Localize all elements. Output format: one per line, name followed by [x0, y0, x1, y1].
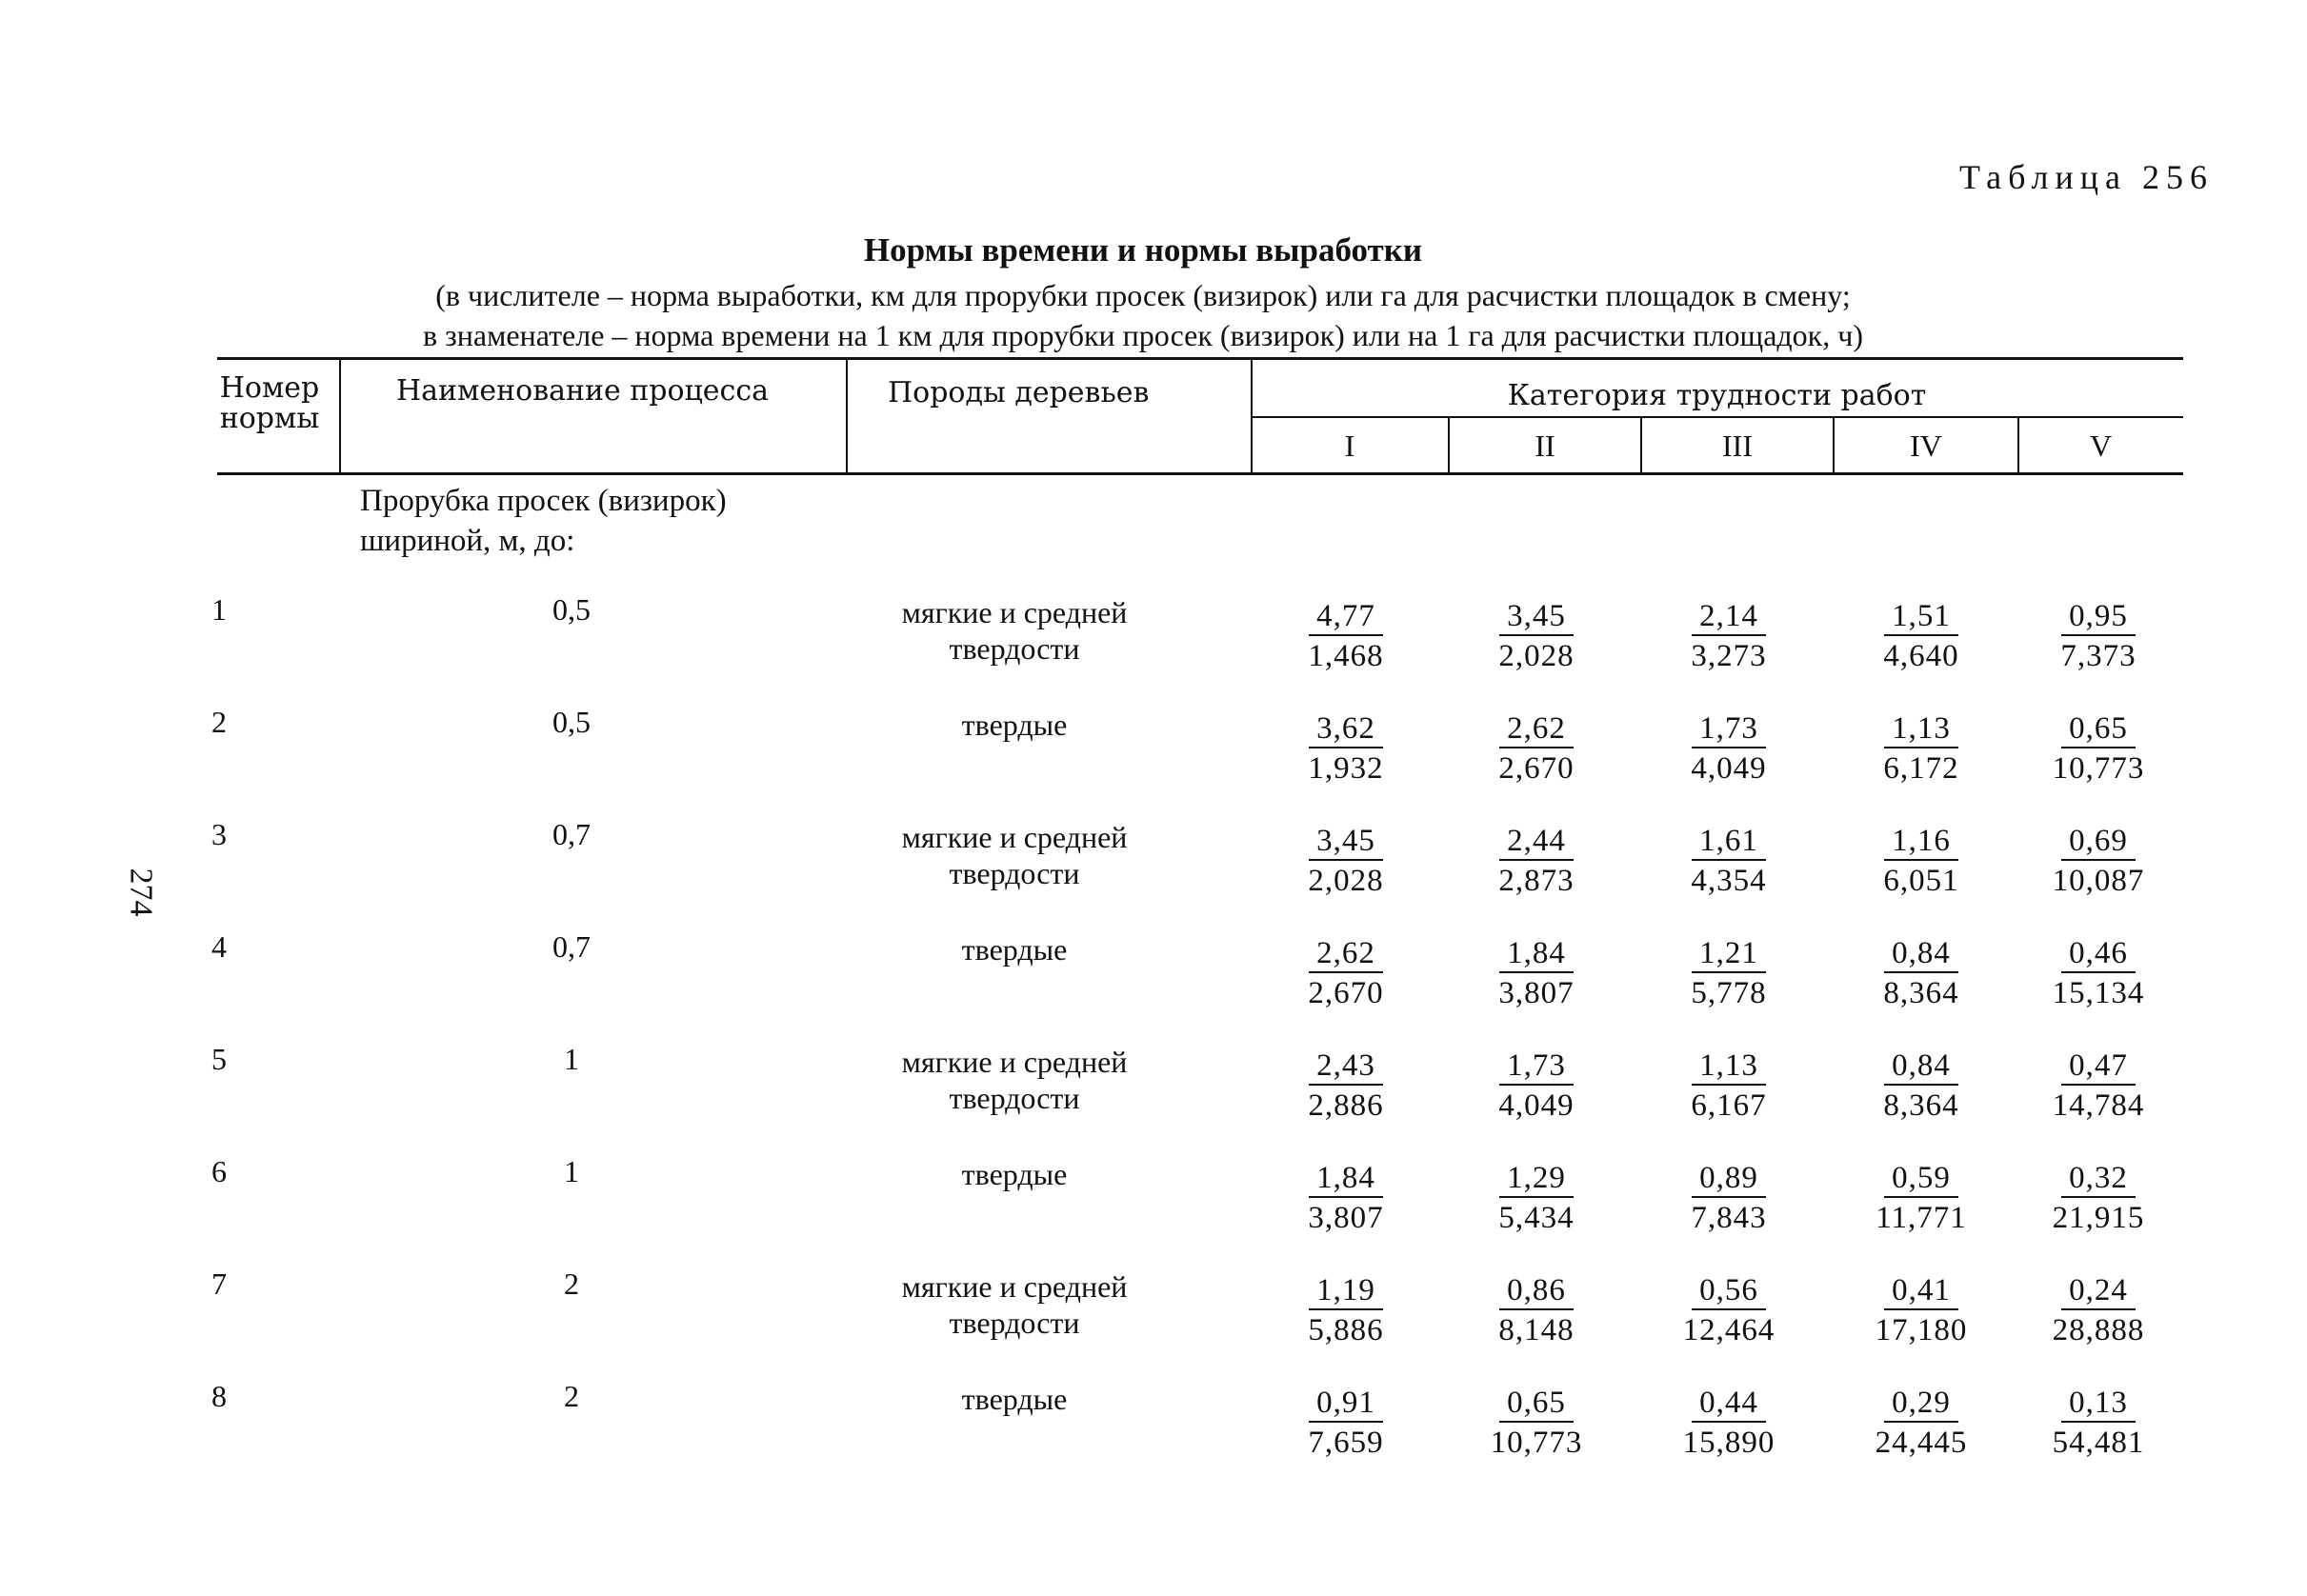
norm-fraction [1274, 598, 1417, 676]
norm-fraction [1657, 1385, 1800, 1463]
table-row [0, 590, 2307, 701]
time-norm: 28,888 [2052, 1313, 2145, 1347]
clearing-width: 0,5 [552, 592, 591, 627]
output-norm: 2,43 [1309, 1047, 1383, 1086]
title-line-1: (в числителе – норма выработки, км для прорубки просек (визирок) или га для расчистки площадок в смену; [435, 278, 1851, 312]
category-IV: IV [1910, 429, 1942, 463]
time-norm: 8,364 [1883, 1088, 1959, 1123]
output-norm: 3,62 [1309, 710, 1383, 748]
category-rule [1251, 416, 2183, 418]
header-category: Категория трудности работ [1507, 379, 1927, 412]
table-row [0, 703, 2307, 813]
norm-fraction [2027, 1272, 2170, 1350]
time-norm: 8,364 [1883, 976, 1959, 1010]
norm-number: 3 [211, 817, 227, 851]
output-norm: 0,69 [2061, 823, 2136, 861]
norm-number: 1 [211, 592, 227, 627]
time-norm: 10,773 [2052, 751, 2145, 786]
table-title [219, 231, 2067, 355]
time-norm: 6,051 [1883, 864, 1959, 898]
output-norm: 0,44 [1692, 1385, 1766, 1423]
time-norm: 24,445 [1875, 1426, 1968, 1460]
norm-number: 5 [211, 1042, 227, 1076]
title-line-2: в знаменателе – норма времени на 1 км для прорубки просек (визирок) или на 1 га для расчистки площадок, ч) [423, 318, 1863, 352]
time-norm: 14,784 [2052, 1088, 2145, 1123]
norm-fraction [1657, 1047, 1800, 1126]
norm-fraction [1465, 1160, 1608, 1238]
norm-fraction [1657, 823, 1800, 901]
norm-fraction [1657, 710, 1800, 788]
norm-fraction [2027, 935, 2170, 1013]
time-norm: 4,354 [1691, 864, 1767, 898]
time-norm: 5,886 [1308, 1313, 1384, 1347]
output-norm: 0,95 [2061, 598, 2136, 636]
norm-fraction [1465, 1272, 1608, 1350]
table-row [0, 1377, 2307, 1487]
output-norm: 1,84 [1499, 935, 1574, 973]
norm-fraction [1850, 598, 1993, 676]
norm-fraction [1465, 1047, 1608, 1126]
norm-fraction [1850, 1160, 1993, 1238]
norm-fraction [1850, 710, 1993, 788]
time-norm: 12,464 [1682, 1313, 1775, 1347]
output-norm: 0,41 [1884, 1272, 1958, 1310]
output-norm: 1,73 [1692, 710, 1766, 748]
norm-fraction [1465, 1385, 1608, 1463]
category-I: I [1344, 429, 1355, 463]
time-norm: 3,807 [1498, 976, 1575, 1010]
norm-fraction [1274, 823, 1417, 901]
clearing-width: 2 [564, 1379, 579, 1413]
time-norm: 3,807 [1308, 1201, 1384, 1235]
clearing-width: 0,7 [552, 817, 591, 851]
output-norm: 1,51 [1884, 598, 1958, 636]
output-norm: 0,59 [1884, 1160, 1958, 1198]
time-norm: 10,773 [1490, 1426, 1583, 1460]
norm-fraction [1274, 1385, 1417, 1463]
output-norm: 1,13 [1692, 1047, 1766, 1086]
norm-fraction [1274, 935, 1417, 1013]
time-norm: 4,049 [1498, 1088, 1575, 1123]
output-norm: 0,84 [1884, 1047, 1958, 1086]
time-norm: 7,373 [2060, 639, 2136, 673]
norm-fraction [2027, 1047, 2170, 1126]
output-norm: 0,13 [2061, 1385, 2136, 1423]
tree-species: твердые [961, 1157, 1068, 1191]
clearing-width: 2 [564, 1267, 579, 1301]
title-main: Нормы времени и нормы выработки [863, 231, 1423, 269]
output-norm: 0,65 [2061, 710, 2136, 748]
time-norm: 2,873 [1498, 864, 1575, 898]
output-norm: 1,29 [1499, 1160, 1574, 1198]
output-norm: 0,65 [1499, 1385, 1574, 1423]
norm-fraction [1657, 1160, 1800, 1238]
category-III: III [1722, 429, 1753, 463]
norm-fraction [1657, 1272, 1800, 1350]
time-norm: 3,273 [1691, 639, 1767, 673]
norm-fraction [1465, 935, 1608, 1013]
tree-species: твердые [961, 932, 1068, 967]
norm-fraction [2027, 598, 2170, 676]
time-norm: 4,640 [1883, 639, 1959, 673]
time-norm: 5,778 [1691, 976, 1767, 1010]
norm-fraction [1657, 598, 1800, 676]
output-norm: 0,91 [1309, 1385, 1383, 1423]
tree-species: мягкие и средней твердости [901, 595, 1128, 666]
norm-fraction [1850, 1385, 1993, 1463]
tree-species: мягкие и средней твердости [901, 1045, 1128, 1115]
output-norm: 2,44 [1499, 823, 1574, 861]
time-norm: 4,049 [1691, 751, 1767, 786]
col-divider-1 [339, 357, 341, 474]
tree-species: твердые [961, 708, 1068, 742]
time-norm: 11,771 [1876, 1201, 1967, 1235]
time-norm: 2,670 [1308, 976, 1384, 1010]
time-norm: 1,932 [1308, 751, 1384, 786]
output-norm: 1,19 [1309, 1272, 1383, 1310]
output-norm: 1,13 [1884, 710, 1958, 748]
output-norm: 0,47 [2061, 1047, 2136, 1086]
table-top-rule [217, 357, 2183, 360]
table-label: Таблица 256 [1959, 158, 2214, 196]
norm-fraction [1850, 1272, 1993, 1350]
time-norm: 8,148 [1498, 1313, 1575, 1347]
time-norm: 2,886 [1308, 1088, 1384, 1123]
table-row [0, 815, 2307, 926]
norm-number: 8 [211, 1379, 227, 1413]
table-row [0, 1265, 2307, 1375]
norm-fraction [1465, 598, 1608, 676]
norm-fraction [1274, 1272, 1417, 1350]
clearing-width: 0,7 [552, 929, 591, 964]
norm-fraction [1657, 935, 1800, 1013]
norm-fraction [1850, 935, 1993, 1013]
time-norm: 10,087 [2052, 864, 2145, 898]
table-row [0, 1040, 2307, 1150]
tree-species: мягкие и средней твердости [901, 1269, 1128, 1340]
output-norm: 1,61 [1692, 823, 1766, 861]
clearing-width: 0,5 [552, 705, 591, 739]
norm-fraction [1850, 1047, 1993, 1126]
norm-fraction [1465, 710, 1608, 788]
time-norm: 7,659 [1308, 1426, 1384, 1460]
norm-fraction [2027, 710, 2170, 788]
time-norm: 2,028 [1308, 864, 1384, 898]
time-norm: 6,167 [1691, 1088, 1767, 1123]
norm-fraction [2027, 823, 2170, 901]
col-divider-2 [846, 357, 848, 474]
output-norm: 0,46 [2061, 935, 2136, 973]
time-norm: 15,890 [1682, 1426, 1775, 1460]
time-norm: 1,468 [1308, 639, 1384, 673]
time-norm: 5,434 [1498, 1201, 1575, 1235]
norm-fraction [2027, 1160, 2170, 1238]
output-norm: 1,84 [1309, 1160, 1383, 1198]
output-norm: 2,14 [1692, 598, 1766, 636]
time-norm: 17,180 [1875, 1313, 1968, 1347]
time-norm: 15,134 [2052, 976, 2145, 1010]
category-II: II [1535, 429, 1555, 463]
time-norm: 21,915 [2052, 1201, 2145, 1235]
norm-fraction [1274, 1160, 1417, 1238]
time-norm: 7,843 [1691, 1201, 1767, 1235]
category-V: V [2089, 429, 2113, 463]
time-norm: 54,481 [2052, 1426, 2145, 1460]
header-bottom-rule [217, 472, 2183, 475]
norm-number: 2 [211, 705, 227, 739]
norm-fraction [2027, 1385, 2170, 1463]
output-norm: 3,45 [1309, 823, 1383, 861]
time-norm: 2,670 [1498, 751, 1575, 786]
table-row [0, 1152, 2307, 1263]
time-norm: 2,028 [1498, 639, 1575, 673]
page-number: 274 [123, 868, 159, 917]
output-norm: 0,29 [1884, 1385, 1958, 1423]
norm-number: 4 [211, 929, 227, 964]
output-norm: 0,32 [2061, 1160, 2136, 1198]
output-norm: 4,77 [1309, 598, 1383, 636]
output-norm: 2,62 [1309, 935, 1383, 973]
header-species: Породы деревьев [888, 376, 1150, 409]
norm-fraction [1274, 710, 1417, 788]
tree-species: мягкие и средней твердости [901, 820, 1128, 890]
norm-number: 6 [211, 1154, 227, 1188]
norm-fraction [1850, 823, 1993, 901]
output-norm: 2,62 [1499, 710, 1574, 748]
output-norm: 1,16 [1884, 823, 1958, 861]
output-norm: 1,21 [1692, 935, 1766, 973]
process-subheading: Прорубка просек (визирок) шириной, м, до: [360, 484, 727, 558]
output-norm: 0,89 [1692, 1160, 1766, 1198]
tree-species: твердые [961, 1382, 1068, 1416]
table-row [0, 928, 2307, 1038]
header-norm-number: Номер нормы [219, 371, 320, 435]
norm-number: 7 [211, 1267, 227, 1301]
clearing-width: 1 [564, 1042, 579, 1076]
norm-fraction [1465, 823, 1608, 901]
output-norm: 0,24 [2061, 1272, 2136, 1310]
clearing-width: 1 [564, 1154, 579, 1188]
norm-fraction [1274, 1047, 1417, 1126]
output-norm: 1,73 [1499, 1047, 1574, 1086]
header-process: Наименование процесса [396, 374, 770, 408]
time-norm: 6,172 [1883, 751, 1959, 786]
output-norm: 0,86 [1499, 1272, 1574, 1310]
output-norm: 0,56 [1692, 1272, 1766, 1310]
output-norm: 3,45 [1499, 598, 1574, 636]
output-norm: 0,84 [1884, 935, 1958, 973]
